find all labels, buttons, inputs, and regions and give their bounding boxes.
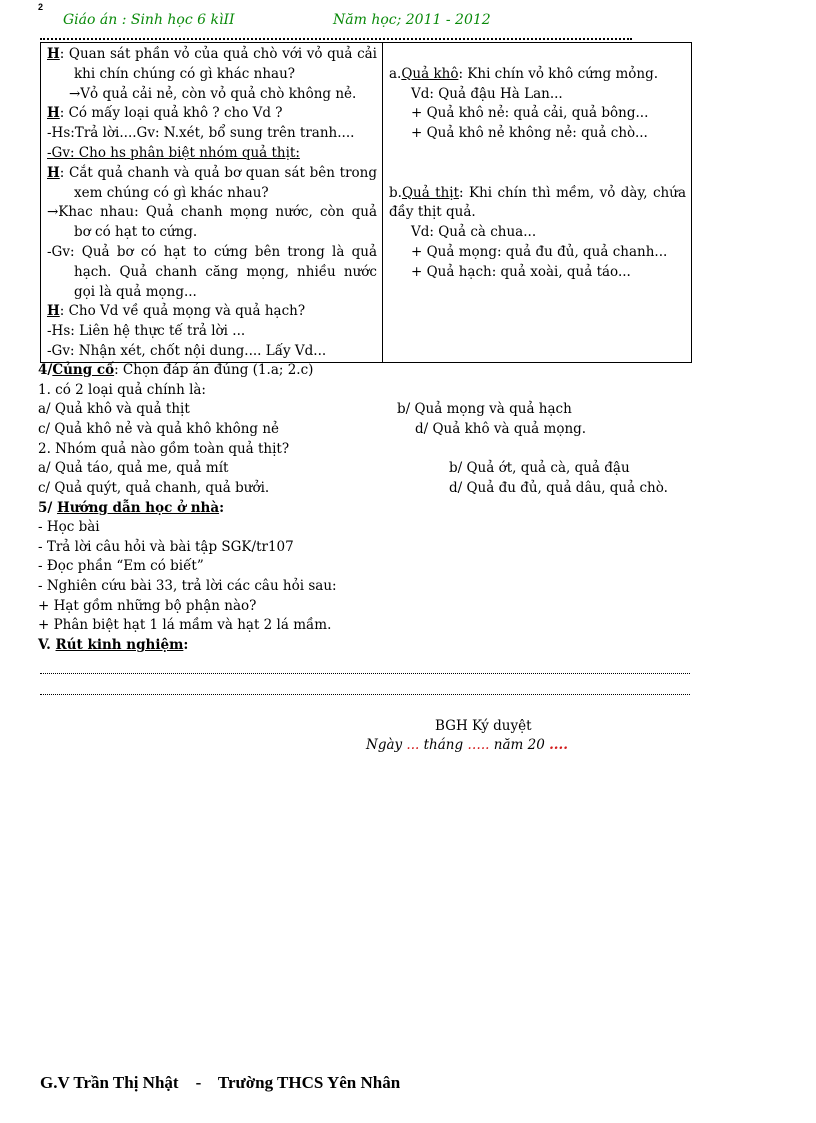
question-1: H: Quan sát phần vỏ của quả chò với vỏ quả cải khi chín chúng có gì khác nhau? <box>47 46 377 82</box>
student-answer-2: -Hs:Trả lời....Gv: N.xét, bổ sung trên tranh.... <box>47 125 355 142</box>
homework-item: - Nghiên cứu bài 33, trả lời các câu hỏi sau: <box>38 578 337 594</box>
berry-fruits: + Quả mọng: quả đu đủ, quả chanh... <box>411 243 668 260</box>
page-number: 2 <box>38 2 44 12</box>
fleshy-fruit-example: Vd: Quả cà chua... <box>411 224 537 241</box>
approval-date: Ngày ... tháng ….. năm 20 .... <box>366 737 568 753</box>
student-answer-4: -Hs: Liên hệ thực tế trả lời ... <box>47 323 246 340</box>
lesson-table <box>40 42 692 363</box>
quiz-question-1: 1. có 2 loại quả chính là: <box>38 382 206 398</box>
review-heading: 4/Củng cố: Chọn đáp án đúng (1.a; 2.c) <box>38 362 314 378</box>
question-2: H: Có mấy loại quả khô ? cho Vd ? <box>47 105 283 122</box>
question-3: H: Cắt quả chanh và quả bơ quan sát bên trong xem chúng có gì khác nhau? <box>47 164 377 201</box>
content-cell <box>383 43 692 363</box>
experience-heading: V. Rút kinh nghiệm: <box>38 637 189 653</box>
notes-line <box>40 694 690 695</box>
quiz-2-option-d: d/ Quả đu đủ, quả dâu, quả chò. <box>449 480 668 496</box>
quiz-2-option-c: c/ Quả quýt, quả chanh, quả bưởi. <box>38 480 270 496</box>
header-divider <box>40 38 632 40</box>
dry-dehiscent: + Quả khô nẻ: quả cải, quả bông... <box>411 105 649 122</box>
quiz-question-2: 2. Nhóm quả nào gồm toàn quả thịt? <box>38 441 290 457</box>
teacher-conclusion: -Gv: Nhận xét, chốt nội dung.... Lấy Vd... <box>47 342 327 359</box>
drupe-fruits: + Quả hạch: quả xoài, quả táo... <box>411 263 631 280</box>
quiz-2-option-b: b/ Quả ớt, quả cà, quả đậu <box>449 460 630 476</box>
quiz-1-option-c: c/ Quả khô nẻ và quả khô không nẻ <box>38 421 280 437</box>
quiz-1-option-a: a/ Quả khô và quả thịt <box>38 401 190 417</box>
quiz-1-option-d: d/ Quả khô và quả mọng. <box>415 421 587 437</box>
answer-1: →Vỏ quả cải nẻ, còn vỏ quả chò không nẻ. <box>69 85 357 102</box>
homework-heading: 5/ Hướng dẫn học ở nhà: <box>38 500 225 516</box>
header-right: Năm học; 2011 - 2012 <box>333 12 491 28</box>
quiz-2-option-a: a/ Quả táo, quả me, quả mít <box>38 460 229 476</box>
question-4: H: Cho Vd về quả mọng và quả hạch? <box>47 303 306 320</box>
homework-item: + Phân biệt hạt 1 lá mầm và hạt 2 lá mầm. <box>38 617 332 633</box>
homework-item: - Học bài <box>38 519 100 535</box>
approval-title: BGH Ký duyệt <box>435 718 532 734</box>
header-left: Giáo án : Sinh học 6 kìII <box>63 12 235 28</box>
footer-signature: G.V Trần Thị Nhật - Trường THCS Yên Nhân <box>40 1073 401 1092</box>
dry-indehiscent: + Quả khô nẻ không nẻ: quả chò... <box>411 125 648 142</box>
dry-fruit-definition: a.Quả khô: Khi chín vỏ khô cứng mỏng. <box>389 65 659 82</box>
homework-item: - Đọc phần “Em có biết” <box>38 558 204 574</box>
homework-item: - Trả lời câu hỏi và bài tập SGK/tr107 <box>38 539 294 555</box>
dry-fruit-example: Vd: Quả đậu Hà Lan... <box>411 85 563 102</box>
answer-3: →Khac nhau: Quả chanh mọng nước, còn quả bơ có hạt to cứng. <box>47 204 377 241</box>
quiz-1-option-b: b/ Quả mọng và quả hạch <box>397 401 572 417</box>
teacher-note-2: -Gv: Quả bơ có hạt to cứng bên trong là quả hạch. Quả chanh căng mọng, nhiều nước gọi là quả mọng... <box>47 243 377 300</box>
teacher-activities-cell <box>41 43 383 363</box>
notes-line <box>40 673 690 674</box>
teacher-note-1: -Gv: Cho hs phân biệt nhóm quả thịt: <box>47 144 300 161</box>
fleshy-fruit-definition: b.Quả thịt: Khi chín thì mềm, vỏ dày, chứa đầy thịt quả. <box>389 184 686 221</box>
homework-item: + Hạt gồm những bộ phận nào? <box>38 598 257 614</box>
